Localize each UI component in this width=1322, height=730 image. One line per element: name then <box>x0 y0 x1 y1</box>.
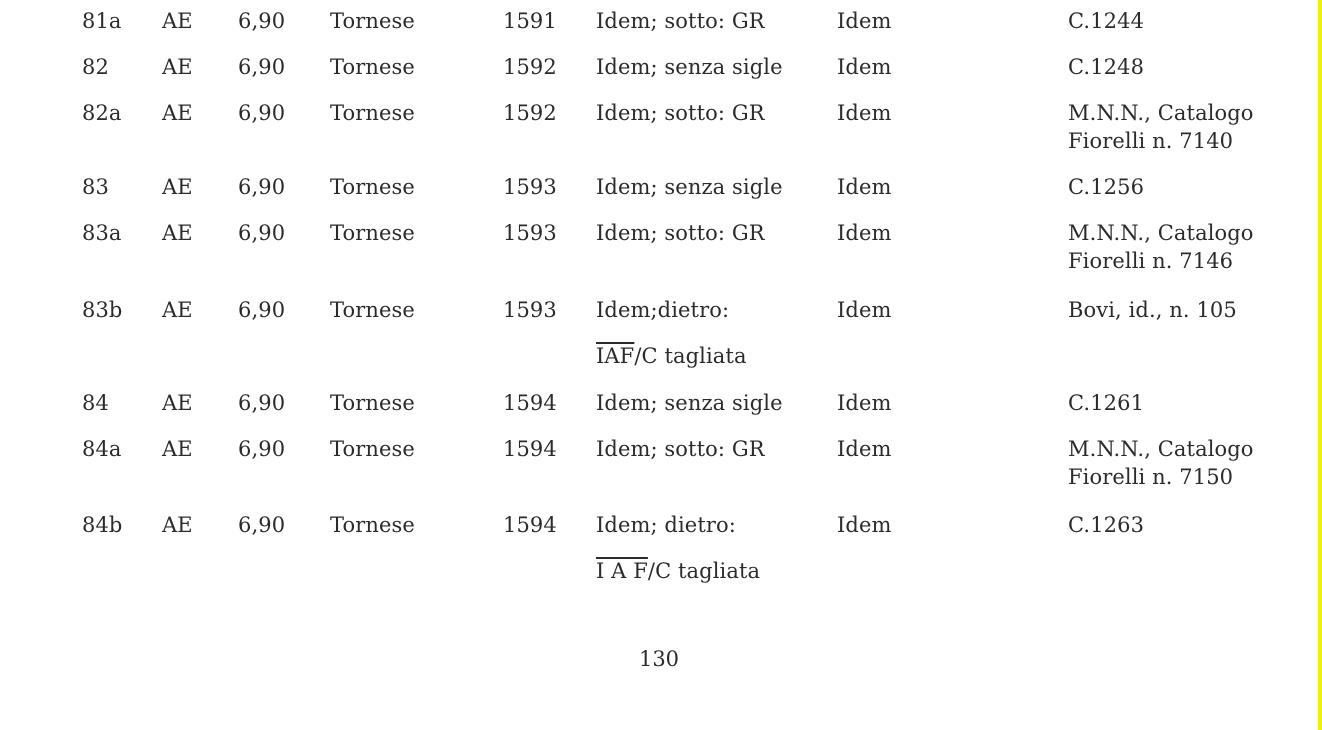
row-metal: AE <box>162 9 193 33</box>
row-number: 83 <box>82 175 109 199</box>
row-number: 84b <box>82 513 123 537</box>
row-year: 1592 <box>503 55 557 79</box>
row-weight: 6,90 <box>238 101 286 125</box>
row-description-continuation <box>596 342 747 370</box>
row-description: Idem; senza sigle <box>596 175 783 199</box>
reference-line: M.N.N., Catalogo <box>1068 101 1254 125</box>
row-denomination: Tornese <box>330 9 415 33</box>
row-reverse: Idem <box>837 298 892 322</box>
row-description: Idem; sotto: GR <box>596 437 765 461</box>
row-weight: 6,90 <box>238 298 286 322</box>
row-description: Idem;dietro: <box>596 298 730 322</box>
row-year: 1591 <box>503 9 557 33</box>
row-year: 1594 <box>503 391 557 415</box>
reference-line: Fiorelli n. 7146 <box>1068 249 1234 273</box>
row-reference: C.1261 <box>1068 391 1145 415</box>
row-denomination: Tornese <box>330 391 415 415</box>
row-year: 1594 <box>503 437 557 461</box>
row-reference: Bovi, id., n. 105 <box>1068 298 1237 322</box>
reference-line: Fiorelli n. 7140 <box>1068 129 1234 153</box>
row-year: 1593 <box>503 298 557 322</box>
row-number: 81a <box>82 9 122 33</box>
row-reference <box>1068 99 1254 155</box>
row-weight: 6,90 <box>238 437 286 461</box>
row-denomination: Tornese <box>330 175 415 199</box>
row-reverse: Idem <box>837 175 892 199</box>
row-description: Idem; sotto: GR <box>596 221 765 245</box>
row-weight: 6,90 <box>238 55 286 79</box>
row-reference: C.1248 <box>1068 55 1145 79</box>
row-metal: AE <box>162 437 193 461</box>
row-reverse: Idem <box>837 101 892 125</box>
row-denomination: Tornese <box>330 55 415 79</box>
row-reverse: Idem <box>837 221 892 245</box>
row-weight: 6,90 <box>238 221 286 245</box>
row-reverse: Idem <box>837 55 892 79</box>
row-weight: 6,90 <box>238 9 286 33</box>
row-reference <box>1068 219 1254 275</box>
row-number: 84a <box>82 437 122 461</box>
row-year: 1594 <box>503 513 557 537</box>
overlined-legend: $\overline{IAF}$ <box>596 344 635 368</box>
row-weight: 6,90 <box>238 391 286 415</box>
row-metal: AE <box>162 513 193 537</box>
row-metal: AE <box>162 391 193 415</box>
row-metal: AE <box>162 298 193 322</box>
page-number: 130 <box>638 647 680 671</box>
reference-line: Fiorelli n. 7150 <box>1068 465 1234 489</box>
row-number: 83b <box>82 298 123 322</box>
row-reference: C.1244 <box>1068 9 1145 33</box>
row-year: 1593 <box>503 221 557 245</box>
row-description: Idem; dietro: <box>596 513 736 537</box>
reference-line: M.N.N., Catalogo <box>1068 221 1254 245</box>
row-number: 82 <box>82 55 109 79</box>
row-description: Idem; senza sigle <box>596 55 783 79</box>
row-denomination: Tornese <box>330 437 415 461</box>
row-year: 1592 <box>503 101 557 125</box>
row-reverse: Idem <box>837 437 892 461</box>
row-metal: AE <box>162 221 193 245</box>
row-weight: 6,90 <box>238 513 286 537</box>
row-description: Idem; sotto: GR <box>596 9 765 33</box>
row-description: Idem; senza sigle <box>596 391 783 415</box>
page-edge-strip <box>1318 0 1322 730</box>
description-tail: /C tagliata <box>647 559 761 583</box>
row-reverse: Idem <box>837 391 892 415</box>
row-number: 84 <box>82 391 109 415</box>
overlined-legend: I A F <box>596 559 648 583</box>
row-reference: C.1263 <box>1068 513 1145 537</box>
row-year: 1593 <box>503 175 557 199</box>
row-denomination: Tornese <box>330 101 415 125</box>
row-reverse: Idem <box>837 513 892 537</box>
row-reverse: Idem <box>837 9 892 33</box>
reference-line: M.N.N., Catalogo <box>1068 437 1254 461</box>
row-number: 83a <box>82 221 122 245</box>
row-reference: C.1256 <box>1068 175 1145 199</box>
row-metal: AE <box>162 101 193 125</box>
row-weight: 6,90 <box>238 175 286 199</box>
row-metal: AE <box>162 175 193 199</box>
row-description: Idem; sotto: GR <box>596 101 765 125</box>
row-denomination: Tornese <box>330 221 415 245</box>
description-tail: /C tagliata <box>634 344 747 368</box>
row-description-continuation <box>596 557 760 585</box>
row-number: 82a <box>82 101 122 125</box>
row-reference <box>1068 435 1254 491</box>
row-denomination: Tornese <box>330 513 415 537</box>
row-denomination: Tornese <box>330 298 415 322</box>
row-metal: AE <box>162 55 193 79</box>
